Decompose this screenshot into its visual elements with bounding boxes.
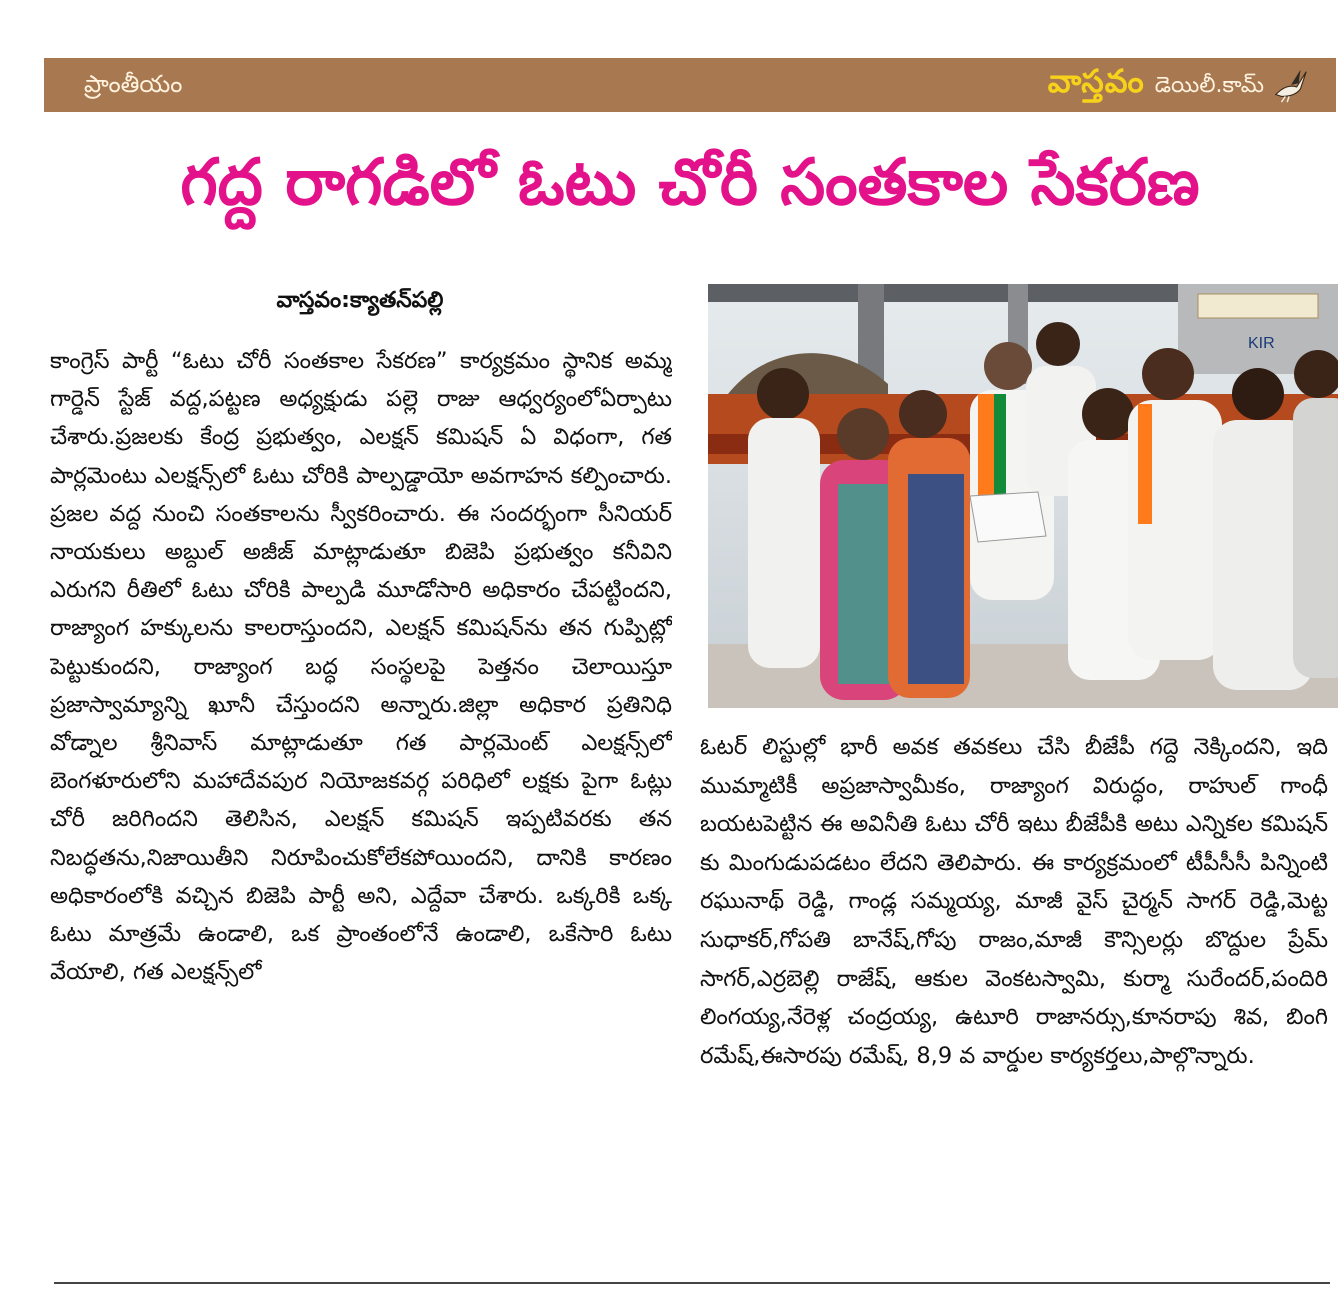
news-photo-image — [708, 284, 1338, 708]
article-body-right: ఓటర్ లిస్టుల్లో భారీ అవక తవకలు చేసి బీజేపీ గద్దె నెక్కిందని, ఇది ముమ్మాటికీ అప్రజాస్వామీకం, రాజ్యాంగ విరుద్ధం, రాహుల్ గాంధీ బయటపెట్టిన ఈ అవినీతి ఓటు చోరీ ఇటు బీజేపీకి అటు ఎన్నికల కమిషన్ కు మింగుడుపడటం లేదని తెలిపారు. ఈ కార్యక్రమంలో టీపీసీసీ పిన్నింటి రఘునాథ్ రెడ్డి, గాండ్ల సమ్మయ్య, మాజీ వైస్ చైర్మన్ సాగర్ రెడ్డి,మెట్ట సుధాకర్,గోపతి బానేష్,గోపు రాజం,మాజీ కౌన్సిలర్లు బొద్దుల ప్రేమ్ సాగర్,ఎర్రబెల్లి రాజేష్, ఆకుల వెంకటస్వామి, కుర్మా సురేందర్,పందిరి లింగయ్య,నేరెళ్ల చంద్రయ్య, ఉటూరి రాజానర్సు,కూనరాపు శివ, బింగి రమేష్,ఈసారపు రమేష్, 8,9 వ వార్డుల కార్యకర్తలు,పాల్గొన్నారు. — [700, 734, 1328, 1069]
photo-sign-text: KIR — [1248, 335, 1275, 352]
section-label: ప్రాంతీయం — [84, 70, 183, 98]
dateline: వాస్తవం:క్యాతన్‌పల్లి — [276, 288, 444, 313]
brand-name: వాస్తవం — [1047, 62, 1145, 100]
headline: గద్ద రాగడిలో ఓటు చోరీ సంతకాల సేకరణ — [180, 146, 1200, 220]
article-body-left: కాంగ్రెస్ పార్టీ “ఓటు చోరీ సంతకాల సేకరణ” కార్యక్రమం స్థానిక అమ్మ గార్డెన్ స్టేజ్ వద్ద,పట్టణ అధ్యక్షుడు పల్లె రాజు ఆధ్వర్యంలోఏర్పాటు చేశారు.ప్రజలకు కేంద్ర ప్రభుత్వం, ఎలక్షన్ కమిషన్ ఏ విధంగా, గత పార్లమెంటు ఎలక్షన్స్‌లో ఓటు చోరికి పాల్పడ్డాయో అవగాహన కల్పించారు. ప్రజల వద్ద నుంచి సంతకాలను స్వీకరించారు. ఈ సందర్భంగా సీనియర్ నాయకులు అబ్దుల్ అజీజ్ మాట్లాడుతూ బిజెపి ప్రభుత్వం కనీవిని ఎరుగని రీతిలో ఓటు చోరికి పాల్పడి మూడోసారి అధికారం చేపట్టిందని, రాజ్యాంగ హక్కులను కాలరాస్తుందని, ఎలక్షన్ కమిషన్‌ను తన గుప్పిట్లో పెట్టుకుందని, రాజ్యాంగ బద్ధ సంస్థలపై పెత్తనం చెలాయిస్తూ ప్రజాస్వామ్యాన్ని ఖూనీ చేస్తుందని అన్నారు.జిల్లా అధికార ప్రతినిధి వోడ్నాల శ్రీనివాస్ మాట్లాడుతూ గత పార్లమెంట్ ఎలక్షన్స్‌లో బెంగళూరులోని మహాదేవపుర నియోజకవర్గ పరిధిలో లక్షకు పైగా ఓట్లు చోరీ జరిగిందని తెలిసిన, ఎలక్షన్ కమిషన్ ఇప్పటివరకు తన నిబద్ధతను,నిజాయితీని నిరూపించుకోలేకపోయిందని, దానికి కారణం అధికారంలోకి వచ్చిన బిజెపి పార్టీ అని, ఎద్దేవా చేశారు. ఒక్కరికి ఒక్క ఓటు మాత్రమే ఉండాలి, ఒక ప్రాంతంలోనే ఉండాలి, ఒకేసారి ఓటు వేయాలి, గత ఎలక్షన్స్‌లో — [50, 348, 672, 986]
dove-icon — [1272, 65, 1310, 105]
masthead — [1048, 62, 1310, 108]
news-photo — [708, 284, 1338, 708]
section-banner — [44, 58, 1336, 112]
bottom-rule — [54, 1282, 1330, 1284]
brand-domain: డెయిలీ.కామ్ — [1154, 73, 1264, 98]
